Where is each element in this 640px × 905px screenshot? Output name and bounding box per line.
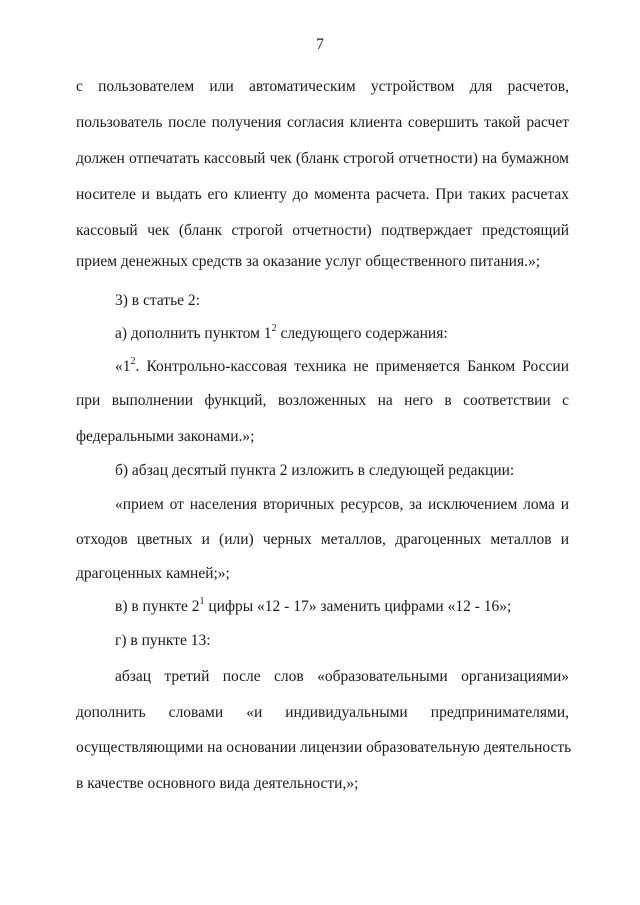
text-line: 3) в статье 2: <box>115 292 200 309</box>
text-line: осуществляющими на основании лицензии образовательную деятельность <box>76 739 572 756</box>
text-line <box>76 597 569 617</box>
text-run: цифры «12 - 17» заменить цифрами «12 - 16»; <box>204 598 512 615</box>
text-line: носителе и выдать его клиенту до момента расчета. При таких расчетах <box>76 186 569 203</box>
text-line: в качестве основного вида деятельности,»; <box>76 775 359 792</box>
text-line <box>76 357 569 377</box>
text-line: прием денежных средств за оказание услуг общественного питания.»; <box>76 253 541 270</box>
text-line: при выполнении функций, возложенных на него в соответствии с <box>76 392 569 409</box>
superscript: 2 <box>271 323 277 334</box>
text-run: а) дополнить пунктом 1 <box>115 325 272 342</box>
text-run: в) в пункте 2 <box>115 598 200 615</box>
text-line: дополнить словами «и индивидуальными предпринимателями, <box>76 704 569 721</box>
text-line: федеральными законами.»; <box>76 428 255 445</box>
text-line: кассовый чек (бланк строгой отчетности) подтверждает предстоящий <box>76 222 569 239</box>
superscript: 1 <box>199 596 205 607</box>
text-run: . Контрольно-кассовая техника не применяется Банком России <box>135 358 569 375</box>
text-line: отходов цветных и (или) черных металлов, драгоценных металлов и <box>76 531 569 548</box>
text-run: «1 <box>115 358 131 375</box>
text-run: следующего содержания: <box>276 325 448 342</box>
text-line: с пользователем или автоматическим устройством для расчетов, <box>76 78 569 95</box>
text-line <box>76 324 569 344</box>
text-line: «прием от населения вторичных ресурсов, за исключением лома и <box>115 496 569 513</box>
text-line: б) абзац десятый пункта 2 изложить в следующей редакции: <box>115 462 515 479</box>
text-line: абзац третий после слов «образовательными организациями» <box>115 668 569 685</box>
page-number: 7 <box>316 36 324 53</box>
text-line: должен отпечатать кассовый чек (бланк строгой отчетности) на бумажном <box>76 150 569 167</box>
text-line: драгоценных камней;»; <box>76 565 230 582</box>
superscript: 2 <box>130 356 136 367</box>
text-line: г) в пункте 13: <box>115 632 211 649</box>
text-line: пользователь после получения согласия клиента совершить такой расчет <box>76 114 569 131</box>
